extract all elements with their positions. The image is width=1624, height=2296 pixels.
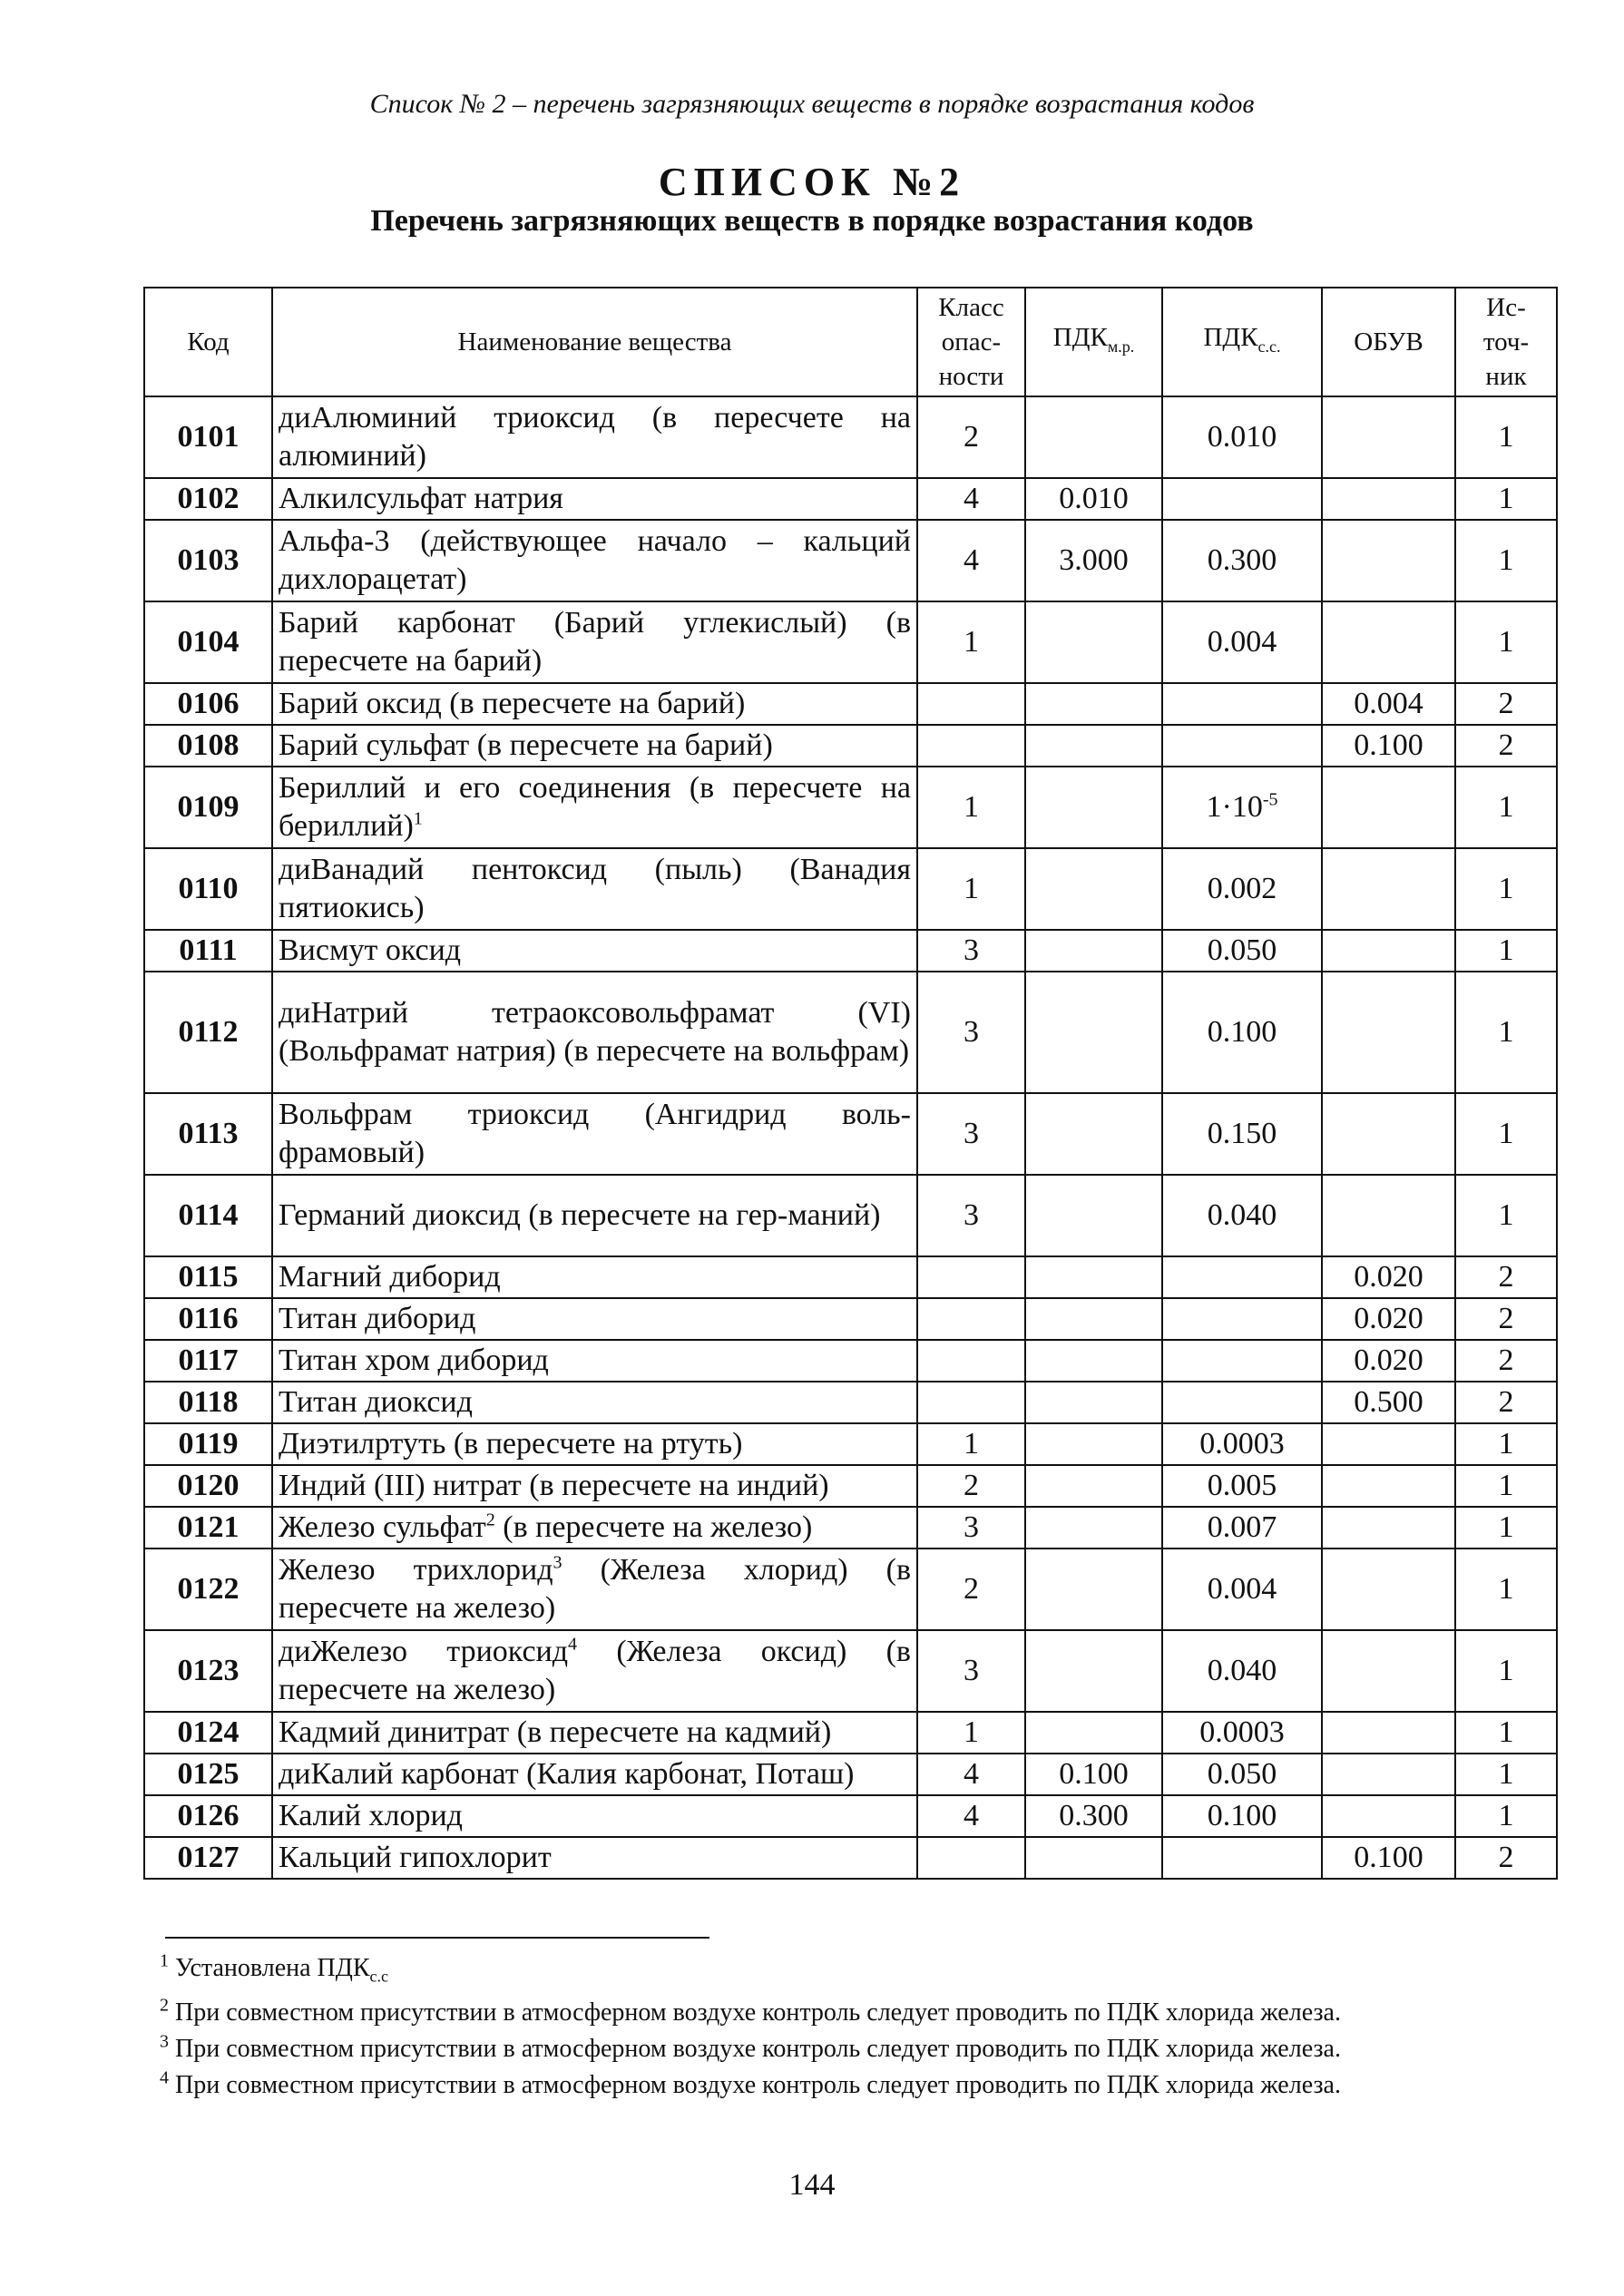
cell-name: Индий (III) нитрат (в пересчете на индий) — [272, 1465, 917, 1507]
cell-code: 0109 — [144, 767, 272, 848]
cell-code: 0106 — [144, 683, 272, 725]
cell-pdk-ss: 0.150 — [1162, 1093, 1322, 1175]
cell-pdk-mr — [1025, 601, 1162, 683]
cell-code: 0127 — [144, 1837, 272, 1879]
cell-obuv: 0.100 — [1322, 725, 1455, 767]
cell-hazard-class — [917, 1837, 1025, 1879]
cell-hazard-class: 1 — [917, 601, 1025, 683]
cell-obuv — [1322, 1093, 1455, 1175]
cell-source: 2 — [1455, 1256, 1557, 1298]
table-row — [144, 1340, 1557, 1382]
column-header-code: Код — [144, 288, 272, 396]
table-header-row — [144, 288, 1557, 396]
cell-pdk-ss: 0.007 — [1162, 1507, 1322, 1549]
cell-obuv — [1322, 1507, 1455, 1549]
cell-hazard-class: 4 — [917, 1754, 1025, 1795]
cell-code: 0119 — [144, 1423, 272, 1465]
cell-pdk-mr — [1025, 767, 1162, 848]
cell-pdk-mr: 3.000 — [1025, 520, 1162, 601]
cell-code: 0104 — [144, 601, 272, 683]
cell-code: 0126 — [144, 1795, 272, 1837]
page-subtitle: Перечень загрязняющих веществ в порядке возрастания кодов — [370, 204, 1254, 238]
cell-source: 1 — [1455, 520, 1557, 601]
cell-pdk-mr: 0.100 — [1025, 1754, 1162, 1795]
cell-obuv: 0.020 — [1322, 1298, 1455, 1340]
cell-hazard-class — [917, 1340, 1025, 1382]
cell-name: Барий карбонат (Барий углекислый) (в пересчете на барий) — [272, 601, 917, 683]
cell-name: Титан диоксид — [272, 1382, 917, 1423]
cell-source: 2 — [1455, 725, 1557, 767]
cell-source: 1 — [1455, 1423, 1557, 1465]
cell-source: 1 — [1455, 1465, 1557, 1507]
cell-code: 0121 — [144, 1507, 272, 1549]
cell-pdk-ss: 0.004 — [1162, 1549, 1322, 1630]
cell-code: 0108 — [144, 725, 272, 767]
cell-pdk-mr — [1025, 1298, 1162, 1340]
cell-source: 1 — [1455, 930, 1557, 972]
table-row — [144, 601, 1557, 683]
cell-pdk-ss: 0.050 — [1162, 1754, 1322, 1795]
table-row — [144, 1175, 1557, 1256]
cell-pdk-ss: 0.100 — [1162, 972, 1322, 1093]
cell-source: 1 — [1455, 972, 1557, 1093]
cell-pdk-ss — [1162, 1382, 1322, 1423]
cell-pdk-mr — [1025, 683, 1162, 725]
cell-source: 1 — [1455, 1795, 1557, 1837]
cell-pdk-mr: 0.300 — [1025, 1795, 1162, 1837]
column-header-obuv: ОБУВ — [1322, 288, 1455, 396]
cell-source: 1 — [1455, 396, 1557, 478]
cell-pdk-ss — [1162, 1298, 1322, 1340]
cell-hazard-class — [917, 1382, 1025, 1423]
cell-obuv — [1322, 1630, 1455, 1712]
cell-obuv — [1322, 1549, 1455, 1630]
cell-pdk-ss: 0.010 — [1162, 396, 1322, 478]
cell-code: 0101 — [144, 396, 272, 478]
cell-code: 0113 — [144, 1093, 272, 1175]
cell-name: диНатрий тетраоксовольфрамат (VI) (Вольфрамат натрия) (в пересчете на вольфрам) — [272, 972, 917, 1093]
cell-pdk-mr — [1025, 1630, 1162, 1712]
cell-code: 0120 — [144, 1465, 272, 1507]
cell-pdk-mr — [1025, 1093, 1162, 1175]
cell-code: 0124 — [144, 1712, 272, 1754]
cell-name: Алкилсульфат натрия — [272, 478, 917, 520]
cell-hazard-class: 1 — [917, 1712, 1025, 1754]
cell-pdk-mr — [1025, 930, 1162, 972]
table-row — [144, 1093, 1557, 1175]
cell-hazard-class: 3 — [917, 1093, 1025, 1175]
cell-pdk-mr — [1025, 1256, 1162, 1298]
cell-name: диКалий карбонат (Калия карбонат, Поташ) — [272, 1754, 917, 1795]
cell-name: Барий сульфат (в пересчете на барий) — [272, 725, 917, 767]
cell-code: 0103 — [144, 520, 272, 601]
cell-code: 0125 — [144, 1754, 272, 1795]
cell-source: 1 — [1455, 848, 1557, 930]
cell-source: 2 — [1455, 1298, 1557, 1340]
cell-source: 1 — [1455, 1549, 1557, 1630]
cell-name: Германий диоксид (в пересчете на гер-маний) — [272, 1175, 917, 1256]
cell-code: 0112 — [144, 972, 272, 1093]
cell-pdk-mr — [1025, 725, 1162, 767]
cell-hazard-class: 1 — [917, 767, 1025, 848]
cell-name: Калий хлорид — [272, 1795, 917, 1837]
cell-hazard-class: 3 — [917, 1630, 1025, 1712]
cell-name: Железо сульфат$^2$ (в пересчете на железо) — [272, 1507, 917, 1549]
cell-hazard-class: 3 — [917, 1507, 1025, 1549]
column-header-source: Ис- точ- ник — [1455, 288, 1557, 396]
cell-name: Барий оксид (в пересчете на барий) — [272, 683, 917, 725]
cell-pdk-mr: 0.010 — [1025, 478, 1162, 520]
column-header-pdk-mr: $ПДК_{м.р.}$ — [1025, 288, 1162, 396]
column-header-name: Наименование вещества — [272, 288, 917, 396]
cell-pdk-ss: 0.004 — [1162, 601, 1322, 683]
cell-code: 0114 — [144, 1175, 272, 1256]
cell-name: Титан хром диборид — [272, 1340, 917, 1382]
cell-pdk-ss — [1162, 1340, 1322, 1382]
cell-pdk-ss: 0.300 — [1162, 520, 1322, 601]
cell-pdk-ss: 0.005 — [1162, 1465, 1322, 1507]
page-number: 144 — [788, 2168, 836, 2202]
table-row — [144, 725, 1557, 767]
cell-hazard-class: 2 — [917, 396, 1025, 478]
cell-hazard-class: 4 — [917, 478, 1025, 520]
cell-hazard-class — [917, 725, 1025, 767]
cell-pdk-mr — [1025, 1423, 1162, 1465]
table-row — [144, 972, 1557, 1093]
cell-name: Кальций гипохлорит — [272, 1837, 917, 1879]
cell-source: 1 — [1455, 601, 1557, 683]
cell-obuv: 0.020 — [1322, 1340, 1455, 1382]
table-row — [144, 1712, 1557, 1754]
cell-obuv: 0.004 — [1322, 683, 1455, 725]
page-title: СПИСОК №2 — [658, 160, 966, 204]
table-row — [144, 1630, 1557, 1712]
cell-name: Альфа-3 (действующее начало – кальций дихлорацетат) — [272, 520, 917, 601]
cell-obuv — [1322, 601, 1455, 683]
cell-pdk-ss — [1162, 1256, 1322, 1298]
cell-name: Магний диборид — [272, 1256, 917, 1298]
table-row — [144, 396, 1557, 478]
table-row — [144, 1754, 1557, 1795]
table-row — [144, 930, 1557, 972]
cell-source: 2 — [1455, 1837, 1557, 1879]
table-row — [144, 1507, 1557, 1549]
cell-pdk-mr — [1025, 1837, 1162, 1879]
cell-code: 0118 — [144, 1382, 272, 1423]
running-header: Список № 2 – перечень загрязняющих веществ в порядке возрастания кодов — [369, 89, 1255, 119]
cell-pdk-ss: $1\cdot 10^{-5}$ — [1162, 767, 1322, 848]
cell-pdk-mr — [1025, 848, 1162, 930]
cell-pdk-mr — [1025, 1382, 1162, 1423]
footnotes — [160, 1950, 1557, 2104]
cell-pdk-ss — [1162, 1837, 1322, 1879]
cell-pdk-ss: 0.0003 — [1162, 1423, 1322, 1465]
cell-pdk-ss: 0.0003 — [1162, 1712, 1322, 1754]
table-row — [144, 1465, 1557, 1507]
cell-hazard-class: 2 — [917, 1549, 1025, 1630]
cell-name: диАлюминий триоксид (в пересчете на алюминий) — [272, 396, 917, 478]
cell-hazard-class: 2 — [917, 1465, 1025, 1507]
cell-hazard-class: 3 — [917, 930, 1025, 972]
cell-pdk-ss: 0.040 — [1162, 1630, 1322, 1712]
cell-source: 1 — [1455, 767, 1557, 848]
cell-source: 1 — [1455, 478, 1557, 520]
table-row — [144, 1298, 1557, 1340]
table-row — [144, 478, 1557, 520]
cell-obuv — [1322, 396, 1455, 478]
cell-code: 0102 — [144, 478, 272, 520]
cell-pdk-ss: 0.040 — [1162, 1175, 1322, 1256]
cell-source: 1 — [1455, 1630, 1557, 1712]
cell-pdk-ss: 0.050 — [1162, 930, 1322, 972]
table-row — [144, 683, 1557, 725]
cell-source: 1 — [1455, 1507, 1557, 1549]
cell-hazard-class — [917, 683, 1025, 725]
cell-pdk-ss — [1162, 725, 1322, 767]
column-header-hazard-class: Класс опас- ности — [917, 288, 1025, 396]
cell-obuv — [1322, 1423, 1455, 1465]
table-row — [144, 520, 1557, 601]
cell-name: Диэтилртуть (в пересчете на ртуть) — [272, 1423, 917, 1465]
cell-pdk-ss: 0.002 — [1162, 848, 1322, 930]
cell-obuv — [1322, 972, 1455, 1093]
cell-code: 0110 — [144, 848, 272, 930]
cell-obuv — [1322, 848, 1455, 930]
cell-name: Кадмий динитрат (в пересчете на кадмий) — [272, 1712, 917, 1754]
cell-pdk-mr — [1025, 1712, 1162, 1754]
table-row — [144, 767, 1557, 848]
cell-hazard-class: 1 — [917, 848, 1025, 930]
table-row — [144, 1549, 1557, 1630]
cell-pdk-ss — [1162, 478, 1322, 520]
cell-pdk-mr — [1025, 1175, 1162, 1256]
cell-source: 1 — [1455, 1712, 1557, 1754]
footnote-2: $^2$ При совместном присутствии в атмосферном воздухе контроль следует проводить по ПДК хлорида железа. — [160, 1995, 1341, 2027]
cell-hazard-class: 4 — [917, 1795, 1025, 1837]
substances-table — [143, 287, 1558, 1880]
table-row — [144, 1382, 1557, 1423]
footnote-4: $^4$ При совместном присутствии в атмосферном воздухе контроль следует проводить по ПДК хлорида железа. — [160, 2067, 1341, 2099]
cell-name: Вольфрам триоксид (Ангидрид воль-фрамовый) — [272, 1093, 917, 1175]
cell-name: Висмут оксид — [272, 930, 917, 972]
cell-code: 0111 — [144, 930, 272, 972]
cell-source: 2 — [1455, 683, 1557, 725]
cell-source: 2 — [1455, 1382, 1557, 1423]
column-header-pdk-ss: $ПДК_{с.с.}$ — [1162, 288, 1322, 396]
table-row — [144, 1837, 1557, 1879]
table-row — [144, 848, 1557, 930]
cell-source: 2 — [1455, 1340, 1557, 1382]
cell-obuv — [1322, 1175, 1455, 1256]
cell-hazard-class: 3 — [917, 972, 1025, 1093]
cell-name: Железо трихлорид$^3$ (Железа хлорид) (в пересчете на железо) — [272, 1549, 917, 1630]
cell-code: 0123 — [144, 1630, 272, 1712]
cell-obuv: 0.020 — [1322, 1256, 1455, 1298]
cell-hazard-class — [917, 1256, 1025, 1298]
table-row — [144, 1795, 1557, 1837]
cell-hazard-class: 1 — [917, 1423, 1025, 1465]
cell-pdk-mr — [1025, 972, 1162, 1093]
footnote-separator — [165, 1937, 709, 1939]
cell-obuv — [1322, 520, 1455, 601]
cell-code: 0122 — [144, 1549, 272, 1630]
cell-name: диВанадий пентоксид (пыль) (Ванадия пятиокись) — [272, 848, 917, 930]
cell-code: 0115 — [144, 1256, 272, 1298]
cell-obuv — [1322, 1712, 1455, 1754]
cell-pdk-mr — [1025, 1465, 1162, 1507]
table-row — [144, 1423, 1557, 1465]
footnote-3: $^3$ При совместном присутствии в атмосферном воздухе контроль следует проводить по ПДК хлорида железа. — [160, 2031, 1341, 2063]
cell-hazard-class: 3 — [917, 1175, 1025, 1256]
cell-source: 1 — [1455, 1175, 1557, 1256]
cell-hazard-class — [917, 1298, 1025, 1340]
cell-hazard-class: 4 — [917, 520, 1025, 601]
cell-pdk-ss — [1162, 683, 1322, 725]
cell-name: Титан диборид — [272, 1298, 917, 1340]
table-row — [144, 1256, 1557, 1298]
cell-pdk-mr — [1025, 1340, 1162, 1382]
cell-source: 1 — [1455, 1754, 1557, 1795]
cell-pdk-ss: 0.100 — [1162, 1795, 1322, 1837]
cell-obuv — [1322, 1754, 1455, 1795]
cell-source: 1 — [1455, 1093, 1557, 1175]
cell-pdk-mr — [1025, 1507, 1162, 1549]
cell-obuv — [1322, 1795, 1455, 1837]
cell-obuv — [1322, 1465, 1455, 1507]
cell-obuv — [1322, 767, 1455, 848]
cell-obuv: 0.100 — [1322, 1837, 1455, 1879]
cell-name: диЖелезо триоксид$^4$ (Железа оксид) (в пересчете на железо) — [272, 1630, 917, 1712]
cell-pdk-mr — [1025, 396, 1162, 478]
cell-pdk-mr — [1025, 1549, 1162, 1630]
cell-obuv — [1322, 478, 1455, 520]
cell-code: 0117 — [144, 1340, 272, 1382]
cell-obuv: 0.500 — [1322, 1382, 1455, 1423]
footnote-1: $^1$ Установлена $ПДК_{с.с}$ — [160, 1950, 389, 1986]
cell-code: 0116 — [144, 1298, 272, 1340]
cell-name: Бериллий и его соединения (в пересчете на бериллий)$^1$ — [272, 767, 917, 848]
cell-obuv — [1322, 930, 1455, 972]
